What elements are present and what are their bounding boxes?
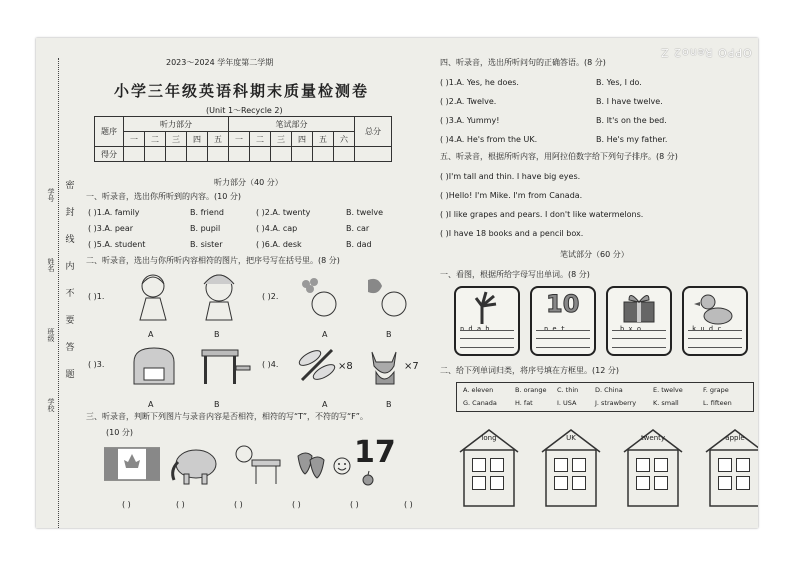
- sec3-answer-blank: ( ): [292, 500, 301, 509]
- sec4-option-b: B. It's on the bed.: [596, 116, 667, 125]
- sec1-option: ( )3.A. pear: [88, 224, 134, 233]
- written-part-num: 四: [292, 132, 313, 147]
- card-duck-letters: k u d c: [692, 325, 722, 333]
- answer-box[interactable]: [636, 458, 650, 472]
- girl-short-image: [194, 270, 244, 322]
- sec4-title: 四、听录音，选出所听问句的正确答语。(8 分): [440, 58, 606, 67]
- left-page: [84, 38, 436, 528]
- sec4-option-b: B. I have twelve.: [596, 97, 663, 106]
- exam-paper: [36, 38, 758, 528]
- sec1-option: ( )4.A. cap: [256, 224, 298, 233]
- sec2-q1: ( )1.: [88, 292, 105, 301]
- sec4-option-a: ( )4.A. He's from the UK.: [440, 135, 538, 144]
- sec2-q3: ( )3.: [88, 360, 105, 369]
- category-house: [456, 426, 522, 508]
- sec2-title: 二、听录音，选出与你所听内容相符的图片，把序号写在括号里。(8 分): [86, 256, 340, 265]
- side-label: 学校: [47, 398, 55, 412]
- sec5-sentence: ( )Hello! I'm Mike. I'm from Canada.: [440, 191, 583, 200]
- sec3-answer-blank: ( ): [234, 500, 243, 509]
- answer-box[interactable]: [554, 458, 568, 472]
- sec5-sentence: ( )I'm tall and thin. I have big eyes.: [440, 172, 581, 181]
- word-option: K. small: [653, 399, 679, 407]
- sec3-answer-blank: ( ): [404, 500, 413, 509]
- score-table: [94, 116, 392, 162]
- binding-char: 不: [65, 289, 75, 299]
- sec1-option: ( )2.A. twenty: [256, 208, 311, 217]
- house-label: UK: [566, 434, 576, 442]
- binding-char: 密: [65, 181, 75, 191]
- word-option: A. eleven: [463, 386, 494, 394]
- house-label: apple: [725, 434, 745, 442]
- girl-tall-image: [128, 270, 178, 322]
- schoolbag-image: [126, 342, 180, 390]
- sec2-q4-b: B: [386, 400, 392, 409]
- ten-image: 10: [546, 290, 580, 318]
- answer-box[interactable]: [472, 476, 486, 490]
- w1-title: 一、看图，根据所给字母写出单词。(8 分): [440, 270, 590, 279]
- desk-chair-image: [196, 342, 252, 390]
- binding-char: 题: [65, 370, 75, 380]
- word-option: L. fifteen: [703, 399, 732, 407]
- card-ten-letters: n e t: [544, 325, 566, 333]
- word-option: E. twelve: [653, 386, 683, 394]
- answer-boxes: [636, 458, 670, 490]
- answer-box[interactable]: [736, 458, 750, 472]
- answer-boxes: [554, 458, 588, 490]
- sec3-answer-blank: ( ): [176, 500, 185, 509]
- card-box-letters: b x o: [620, 325, 642, 333]
- written-part-num: 二: [250, 132, 271, 147]
- school-year: 2023～2024 学年度第二学期: [166, 58, 274, 67]
- hand-image: [456, 290, 518, 326]
- listening-part-num: 二: [145, 132, 166, 147]
- sec4-option-a: ( )1.A. Yes, he does.: [440, 78, 519, 87]
- label-total: 总分: [355, 117, 392, 147]
- sec2-q2: ( )2.: [262, 292, 279, 301]
- card-duck: [682, 286, 748, 356]
- side-label: 学号: [47, 188, 55, 202]
- listening-header: 听力部分（40 分）: [214, 178, 283, 187]
- sec1-option: B. twelve: [346, 208, 384, 217]
- binding-char: 线: [65, 235, 75, 245]
- sec5-sentence: ( )I have 18 books and a pencil box.: [440, 229, 584, 238]
- sec1-option: ( )6.A. desk: [256, 240, 302, 249]
- canada-flag-image: [104, 446, 160, 482]
- gift-box-image: [608, 290, 670, 326]
- elephant-image: [168, 442, 220, 486]
- dragonfly-image: [296, 344, 338, 386]
- sec4-option-b: B. He's my father.: [596, 135, 668, 144]
- answer-box[interactable]: [572, 476, 586, 490]
- answer-box[interactable]: [554, 476, 568, 490]
- answer-box[interactable]: [736, 476, 750, 490]
- written-part-num: 三: [271, 132, 292, 147]
- category-house: [538, 426, 604, 508]
- sec3-title: 三、听录音，判断下列图片与录音内容是否相符，相符的写“T”，不符的写“F”。: [86, 412, 368, 421]
- side-label: 姓名: [47, 258, 55, 272]
- boy-with-strawberry-image: [360, 274, 416, 322]
- sec4-option-a: ( )3.A. Yummy!: [440, 116, 500, 125]
- apple-icon: [360, 470, 376, 486]
- house-label: long: [481, 434, 497, 442]
- label-item: 题序: [95, 117, 124, 147]
- sec1-option: B. sister: [190, 240, 223, 249]
- written-part-num: 六: [334, 132, 355, 147]
- card-hand: [454, 286, 520, 356]
- word-option: D. China: [595, 386, 623, 394]
- word-option: H. fat: [515, 399, 533, 407]
- duck-image: [684, 290, 746, 326]
- camera-watermark: OPPO Reno2 Z: [660, 46, 752, 59]
- side-label: 班级: [47, 328, 55, 342]
- boy-with-grapes-image: [294, 274, 344, 322]
- sec2-q3-a: A: [148, 400, 154, 409]
- answer-box[interactable]: [636, 476, 650, 490]
- right-page: [436, 38, 758, 528]
- listening-part-num: 三: [166, 132, 187, 147]
- page-title: 小学三年级英语科期末质量检测卷: [114, 82, 370, 100]
- written-part-num: 五: [313, 132, 334, 147]
- binding-char: 要: [65, 316, 75, 326]
- number-seventeen: 17: [354, 435, 396, 470]
- sec4-option-b: B. Yes, I do.: [596, 78, 642, 87]
- sec3-answer-blank: ( ): [122, 500, 131, 509]
- student-at-desk-image: [228, 442, 282, 486]
- category-house: [702, 426, 758, 508]
- listening-part-num: 五: [208, 132, 229, 147]
- word-option: J. strawberry: [595, 399, 637, 407]
- sec1-title: 一、听录音，选出你所听到的内容。(10 分): [86, 192, 241, 201]
- label-written: 笔试部分: [229, 117, 355, 132]
- sec4-option-a: ( )2.A. Twelve.: [440, 97, 497, 106]
- house-label: twenty: [640, 434, 666, 442]
- w2-title: 二、给下列单词归类，将序号填在方框里。(12 分): [440, 366, 619, 375]
- answer-box[interactable]: [718, 476, 732, 490]
- strawberries-image: [288, 442, 332, 486]
- label-listening: 听力部分: [124, 117, 229, 132]
- sec2-q1-b: B: [214, 330, 220, 339]
- answer-box[interactable]: [654, 476, 668, 490]
- sec3-points: (10 分): [106, 428, 133, 437]
- sec1-option: ( )1.A. family: [88, 208, 140, 217]
- word-option: G. Canada: [463, 399, 497, 407]
- category-house: [620, 426, 686, 508]
- listening-part-num: 一: [124, 132, 145, 147]
- word-option: B. orange: [515, 386, 547, 394]
- answer-boxes: [718, 458, 752, 490]
- written-part-num: 一: [229, 132, 250, 147]
- answer-box[interactable]: [572, 458, 586, 472]
- word-option: F. grape: [703, 386, 729, 394]
- sec2-q1-a: A: [148, 330, 154, 339]
- dragonfly-count: ×8: [338, 361, 353, 372]
- sec2-q2-a: A: [322, 330, 328, 339]
- answer-box[interactable]: [718, 458, 732, 472]
- label-score: 得分: [95, 147, 124, 162]
- sec5-sentence: ( )I like grapes and pears. I don't like watermelons.: [440, 210, 644, 219]
- word-list-box: [456, 382, 754, 412]
- binding-char: 封: [65, 208, 75, 218]
- unit-range: (Unit 1～Recycle 2): [206, 106, 283, 115]
- answer-box[interactable]: [490, 458, 504, 472]
- written-header: 笔试部分（60 分）: [560, 250, 629, 259]
- card-box: [606, 286, 672, 356]
- word-option: C. thin: [557, 386, 579, 394]
- cat-count: ×7: [404, 361, 419, 372]
- card-ten: [530, 286, 596, 356]
- binding-char: 答: [65, 343, 75, 353]
- sec1-option: B. friend: [190, 208, 224, 217]
- answer-box[interactable]: [472, 458, 486, 472]
- word-option: I. USA: [557, 399, 577, 407]
- sec2-q2-b: B: [386, 330, 392, 339]
- sec1-option: ( )5.A. student: [88, 240, 146, 249]
- sec1-option: B. dad: [346, 240, 372, 249]
- sec2-q4: ( )4.: [262, 360, 279, 369]
- sec2-q3-b: B: [214, 400, 220, 409]
- smiley-icon: [332, 456, 352, 476]
- card-hand-letters: n d a h: [460, 325, 490, 333]
- binding-char: 内: [65, 262, 75, 272]
- sec1-option: B. pupil: [190, 224, 221, 233]
- answer-box[interactable]: [654, 458, 668, 472]
- answer-box[interactable]: [490, 476, 504, 490]
- sec2-q4-a: A: [322, 400, 328, 409]
- sec5-title: 五、听录音，根据所听内容，用阿拉伯数字给下列句子排序。(8 分): [440, 152, 678, 161]
- listening-part-num: 四: [187, 132, 208, 147]
- sec3-answer-blank: ( ): [350, 500, 359, 509]
- answer-boxes: [472, 458, 506, 490]
- sec1-option: B. car: [346, 224, 370, 233]
- cat-image: [364, 344, 404, 386]
